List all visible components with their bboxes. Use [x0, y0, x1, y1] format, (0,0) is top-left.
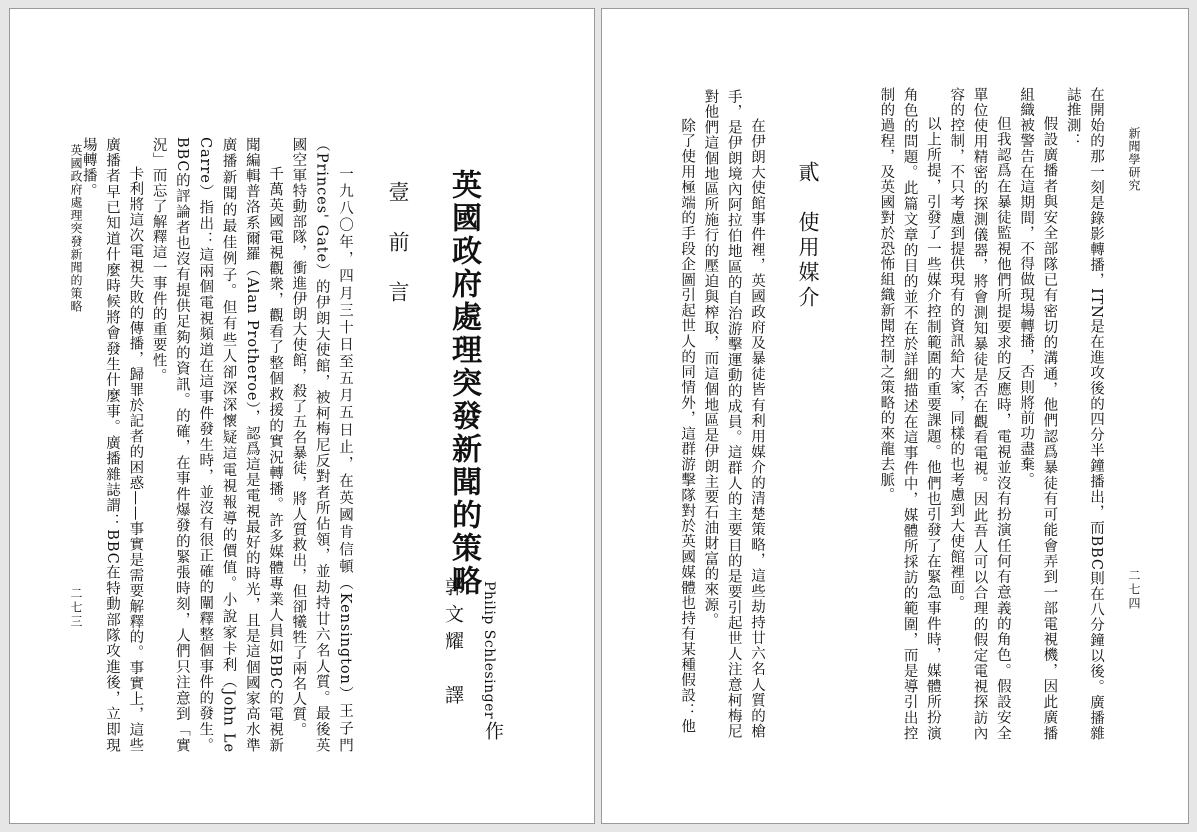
running-footer: 英國政府處理突發新聞的策略 [69, 144, 83, 313]
paragraph: 卡利將這次電視失敗的傳播，歸罪於記者的困惑——事實是需要解釋的。事實上，這些廣播者早已知道什麼時候將會發生什麼事。廣播雜誌謂：BBC在特動部隊攻進後，立即現場轉播。 [80, 137, 144, 753]
section-heading-introduction: 壹 前 言 [386, 181, 410, 306]
right-body-text-top [849, 87, 1107, 741]
running-header: 新聞學研究 [1127, 127, 1141, 192]
left-body-text [80, 137, 356, 753]
paragraph: 假設廣播者與安全部隊已有密切的溝通，他們認爲暴徒有可能會弄到一部電視機，因此廣播組織被警告在這期間，不得做現場轉播，否則將前功盡棄。 [1018, 87, 1058, 741]
left-page [9, 8, 595, 824]
paragraph: 但我認爲在暴徒監視他們所提要求的反應時，電視並沒有扮演任何有意義的角色。假設安全單位使用精密的探測儀器，將會測知暴徒是否在觀看電視。因此吾人可以合理的假定電視探訪內容的控制，不只考慮到提供現有的資訊給大家，同樣的也考慮到大使館裡面。 [948, 87, 1011, 741]
paragraph: 以上所提，引發了一些媒介控制範圍的重要課題。他們也引發了在緊急事件時，媒體所扮演角色的問題。此篇文章的目的並不在於詳細描述在這事件中，媒體所採訪的範圍，而是導引出控制的過程，及英國對於恐怖組織新聞控制之策略的來龍去脈。 [878, 87, 941, 741]
paragraph: 在開始的那一刻是錄影轉播，ITN是在進攻後的四分半鐘播出，而BBC則在八分鐘以後。廣播雜誌推測： [1064, 87, 1104, 741]
author-role: 作 [482, 721, 504, 740]
paragraph: 在伊朗大使館事件裡，英國政府及暴徒皆有利用媒介的清楚策略，這些劫持廿六名人質的槍手，是伊朗境內阿拉伯地區的自治游擊運動的成員。這群人的主要目的是要引起世人注意柯梅尼對他們這個地區所施行的壓迫與榨取，而這個地區是伊朗主要石油財富的來源。 [702, 89, 765, 739]
paragraph: 一九八〇年，四月三十日至五月五日止，在英國肯信頓（Kensington）王子門（Princes' Gate）的伊朗大使館，被柯梅尼反對者所佔領，並劫持廿六名人質。最後英國空軍特動部隊，衝進伊朗大使館，殺了五名暴徒，將人質救出，但卻犧牲了兩名人質。 [290, 137, 353, 753]
translator-name: 郭文耀 譯 [442, 577, 464, 712]
page-number: 二七四 [1127, 569, 1141, 611]
right-page [601, 8, 1189, 824]
page-number: 二七三 [69, 587, 83, 629]
paragraph: 千萬英國電視觀衆，觀看了整個救援的實況轉播。許多媒體專業人員如BBC的電視新聞編輯普洛系爾羅（Alan Protheroe），認爲這是電視最好的時光，且是這個國家高水準廣播新聞的最佳例子。但有些人卻深深懷疑這電視報導的價值。小說家卡利（John Le Carre）指出：這兩個電視頻道在這事件發生時，並沒有很正確的闡釋整個事件的發生。BBC的評論者也沒有提供足夠的資訊。的確，在事件爆發的緊張時刻，人們只注意到「實況」而忘了解釋這一事件的重要性。 [150, 137, 284, 753]
section-heading-using-media: 貳 使用媒介 [796, 161, 820, 311]
paragraph: 除了使用極端的手段企圖引起世人的同情外，這群游擊隊對於英國媒體也持有某種假設：他 [679, 118, 696, 734]
author-name: Philip Schlesinger [481, 581, 497, 720]
article-title: 英國政府處理突發新聞的策略 [446, 169, 481, 598]
right-body-text-bottom [662, 89, 768, 739]
